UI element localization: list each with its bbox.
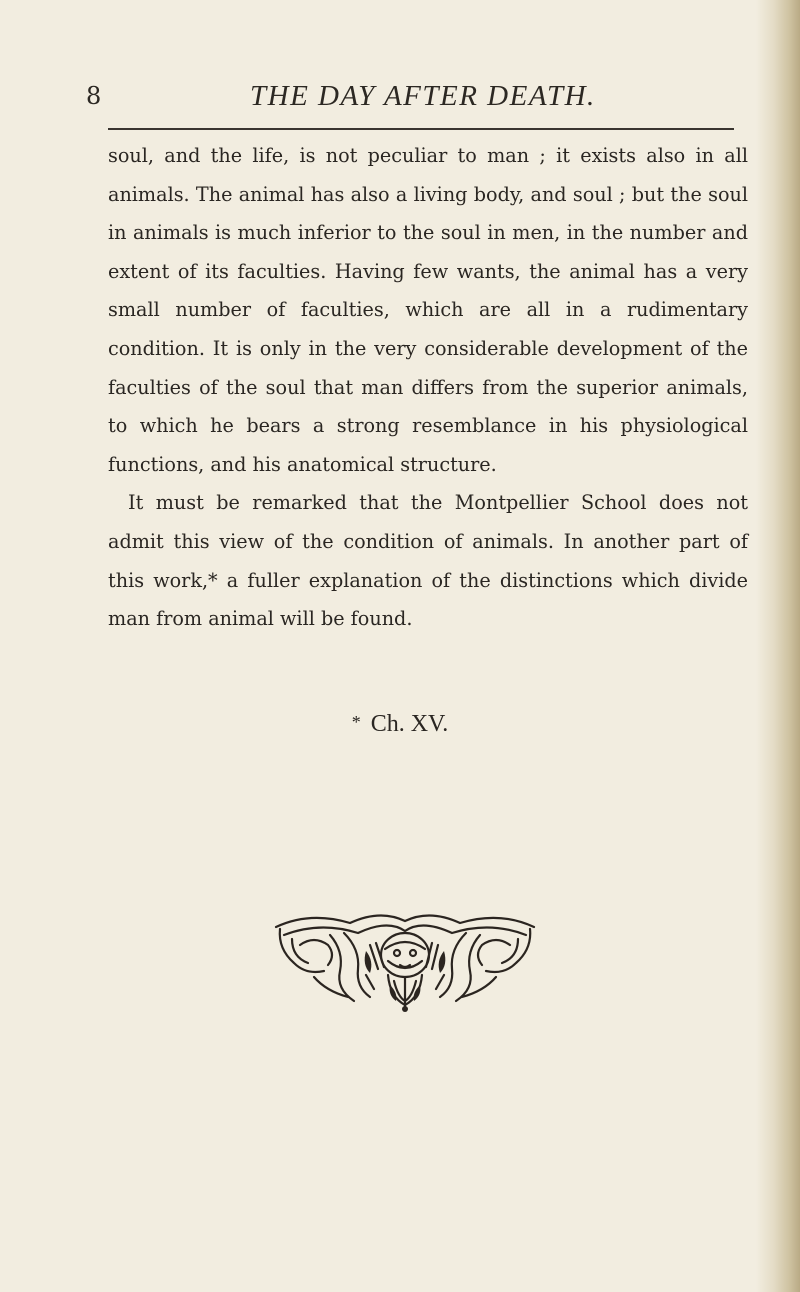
running-title: THE DAY AFTER DEATH. xyxy=(250,80,596,112)
footnote xyxy=(0,707,800,739)
footnote-marker: * xyxy=(351,712,361,732)
floral-tailpiece-ornament-icon xyxy=(270,905,540,1015)
paragraph-2: It must be remarked that the Montpellier School does not admit this view of the condition of animals. In another part of this work,* a fuller explanation of the distinctions which divide man from animal will be found. xyxy=(108,491,748,631)
body-text xyxy=(108,137,748,639)
running-head xyxy=(0,80,800,120)
spine-shadow xyxy=(756,0,800,1292)
page-number: 8 xyxy=(86,82,102,110)
paragraph-1: soul, and the life, is not peculiar to man ; it exists also in all animals. The animal has also a living body, and soul ; but the soul in animals is much inferior to the soul in men, in the number and extent of its faculties. Having few wants, the animal has a very small number of faculties, which are all in a rudimentary condition. It is only in the very considerable development of the faculties of the soul that man differs from the superior animals, to which he bears a strong resemblance in his physiological functions, and his anatomical structure. xyxy=(108,144,748,476)
header-rule xyxy=(108,128,734,130)
ornament-strokes xyxy=(276,915,534,1009)
footnote-text: Ch. XV. xyxy=(370,711,449,737)
